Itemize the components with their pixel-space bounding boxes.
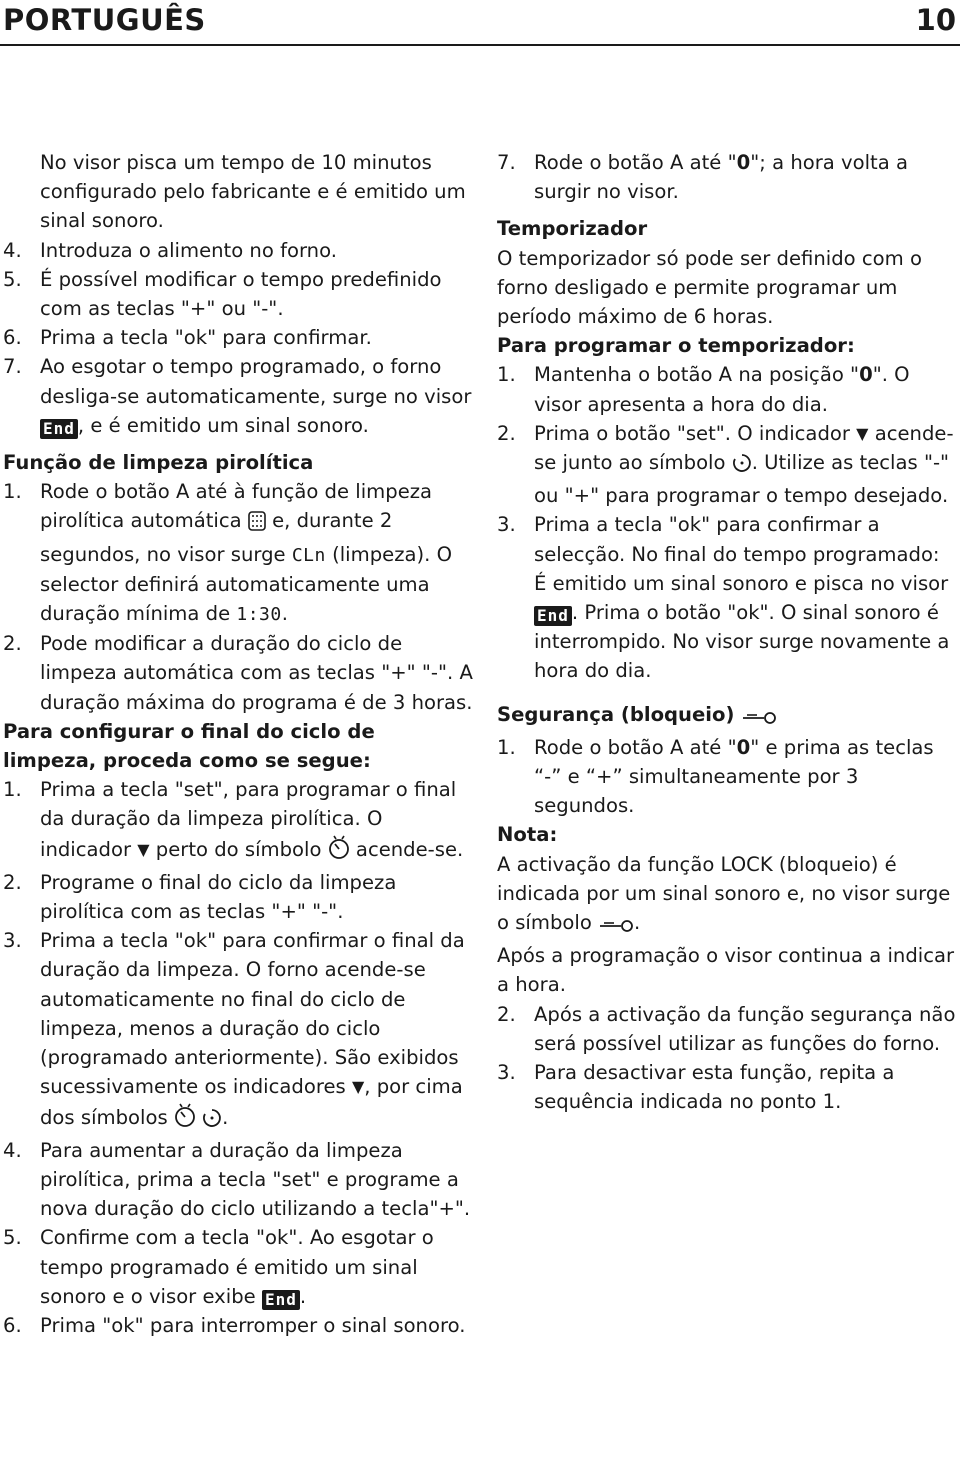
key-lock-icon bbox=[741, 704, 777, 733]
timer-dial-icon bbox=[174, 1102, 196, 1136]
step-5: 5. É possível modificar o tempo predefinido com as teclas "+" ou "-". bbox=[3, 267, 442, 321]
down-triangle-icon: ▼ bbox=[856, 423, 869, 443]
config-heading: Para configurar o final do ciclo de limpeza, proceda como se segue: bbox=[3, 719, 375, 773]
pyrolytic-heading: Função de limpeza pirolítica bbox=[3, 451, 314, 475]
pyro-step-1: 1. Rode o botão A até à função de limpeza pirolítica automática e, durante 2 segundos, no visor surge CLn (limpeza). O selector definirá automaticamente uma duração mínima de 1:30. bbox=[3, 480, 453, 626]
end-display: End bbox=[40, 419, 78, 439]
timer-dial-icon bbox=[328, 834, 350, 868]
config-step-2: 2. Programe o final do ciclo da limpeza pirolítica com as teclas "+" "-". bbox=[3, 870, 397, 924]
key-lock-icon bbox=[598, 912, 634, 941]
note-text: A activação da função LOCK (bloqueio) é indicada por um sinal sonoro e, no visor surge o símbolo . bbox=[497, 850, 957, 942]
step-4: 4. Introduza o alimento no forno. bbox=[3, 238, 337, 262]
end-display: End bbox=[262, 1290, 300, 1310]
page-number: 10 bbox=[915, 3, 956, 37]
config-step-3: 3. Prima a tecla "ok" para confirmar o final da duração da limpeza. O forno acende-se automaticamente no final do ciclo de limpeza, menos a duração do ciclo (programado anteriormente). São exibidos sucessivamente os indicadores ▼, por cima dos símbolos . bbox=[3, 926, 473, 1135]
lock-heading: Segurança (bloqueio) bbox=[497, 700, 957, 733]
step-7: 7. Ao esgotar o tempo programado, o forno desliga-se automaticamente, surge no visor End , e é emitido um sinal sonoro. bbox=[3, 355, 472, 438]
cln-display: CLn bbox=[291, 544, 326, 566]
page-header bbox=[0, 0, 960, 46]
lock-step-3: 3. Para desactivar esta função, repita a sequência indicada no ponto 1. bbox=[497, 1061, 895, 1114]
right-column bbox=[497, 148, 957, 1117]
min-duration-display: 1:30 bbox=[236, 604, 282, 626]
right-step-7: 7. Rode o botão A até "0"; a hora volta a surgir no visor. bbox=[497, 151, 908, 204]
step-6: 6. Prima a tecla "ok" para confirmar. bbox=[3, 326, 372, 350]
note-text-2: Após a programação o visor continua a indicar a hora. bbox=[497, 944, 955, 997]
language-title: PORTUGUÊS bbox=[3, 3, 206, 37]
down-triangle-icon: ▼ bbox=[137, 839, 150, 859]
clock-end-icon bbox=[202, 1107, 222, 1136]
note-heading: Nota: bbox=[497, 823, 558, 847]
config-step-4: 4. Para aumentar a duração da limpeza pirolítica, prima a tecla "set" e programe a nova duração do ciclo utilizando a tecla"+". bbox=[3, 1138, 471, 1221]
pyro-step-2: 2. Pode modificar a duração do ciclo de limpeza automática com as teclas "+" "-". A duração máxima do programa é de 3 horas. bbox=[3, 632, 473, 714]
timer-text: O temporizador só pode ser definido com o forno desligado e permite programar um período máximo de 6 horas. bbox=[497, 246, 922, 329]
end-display: End bbox=[534, 606, 572, 626]
intro-text: No visor pisca um tempo de 10 minutos configurado pelo fabricante e é emitido um sinal sonoro. bbox=[40, 151, 466, 233]
timer-step-1: 1. Mantenha o botão A na posição "0". O visor apresenta a hora do dia. bbox=[497, 363, 910, 416]
config-step-1: 1. Prima a tecla "set", para programar o final da duração da limpeza pirolítica. O indicador ▼ perto do símbolo acende-se. bbox=[3, 775, 473, 868]
lock-step-1: 1. Rode o botão A até "0" e prima as teclas “-” e “+” simultaneamente por 3 segundos. bbox=[497, 735, 934, 818]
pyrolytic-grid-icon bbox=[248, 510, 266, 539]
timer-step-3: 3. Prima a tecla "ok" para confirmar a selecção. No final do tempo programado: É emitido um sinal sonoro e pisca no visor End . Prima o botão "ok". O sinal sonoro é interrompido. No visor surge novamente a hora do dia. bbox=[497, 513, 950, 683]
timer-program-heading: Para programar o temporizador: bbox=[497, 334, 855, 358]
left-column bbox=[3, 148, 473, 1340]
timer-heading: Temporizador bbox=[497, 217, 648, 241]
config-step-5: 5. Confirme com a tecla "ok". Ao esgotar o tempo programado é emitido um sinal sonoro e o visor exibe End . bbox=[3, 1226, 434, 1309]
config-step-6: 6. Prima "ok" para interromper o sinal sonoro. bbox=[3, 1313, 466, 1337]
timer-step-2: 2. Prima o botão "set". O indicador ▼ acende-se junto ao símbolo . Utilize as teclas "-" ou "+" para programar o tempo desejado. bbox=[497, 421, 954, 508]
down-triangle-icon: ▼ bbox=[351, 1077, 365, 1097]
lock-step-2: 2. Após a activação da função segurança não será possível utilizar as funções do forno. bbox=[497, 1002, 956, 1055]
clock-end-icon bbox=[732, 452, 752, 481]
